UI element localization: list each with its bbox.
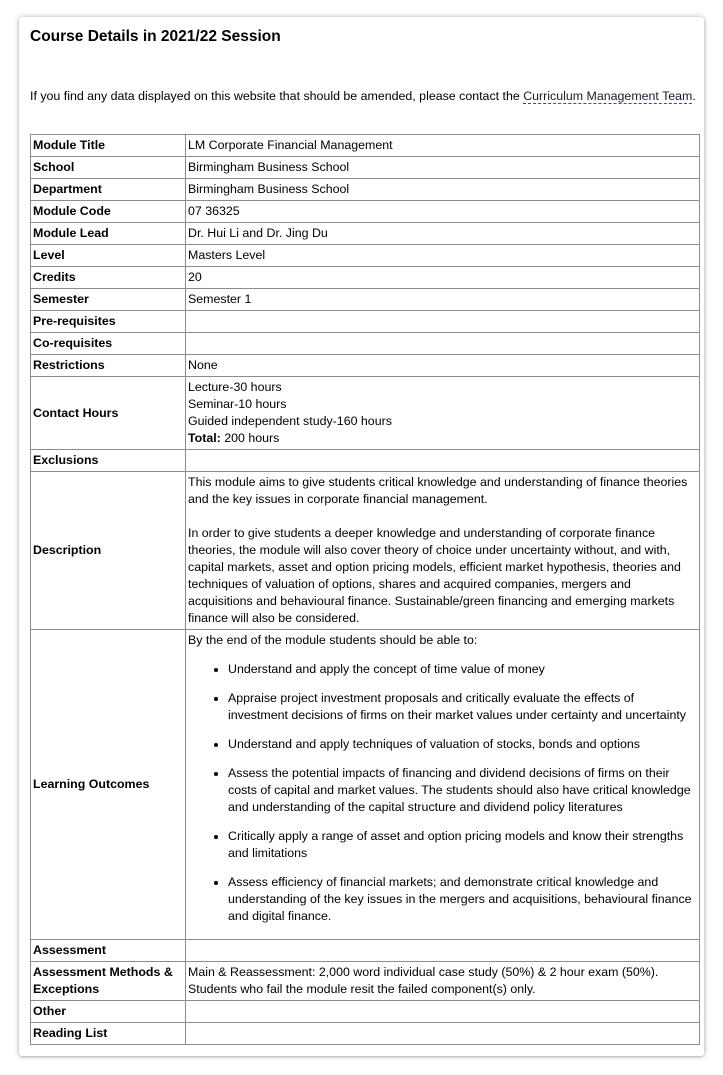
value-learning-outcomes [186, 630, 700, 940]
value-assessment-methods: Main & Reassessment: 2,000 word individual case study (50%) & 2 hour exam (50%). Students who fail the module resit the failed component(s) only. [186, 962, 700, 1001]
value-module-title: LM Corporate Financial Management [186, 135, 700, 157]
label-contact-hours: Contact Hours [31, 377, 186, 450]
value-corequisites [186, 333, 700, 355]
row-prerequisites [31, 311, 700, 333]
outcome-item: • Understand and apply the concept of time value of money [228, 661, 697, 678]
row-department [31, 179, 700, 201]
label-module-code: Module Code [31, 201, 186, 223]
row-corequisites [31, 333, 700, 355]
label-learning-outcomes: Learning Outcomes [31, 630, 186, 940]
label-assessment: Assessment [31, 940, 186, 962]
label-prerequisites: Pre-requisites [31, 311, 186, 333]
outcome-item: • Assess the potential impacts of financing and dividend decisions of firms on their costs of capital and market values. The students should also have critical knowledge and understanding of the capital structure and dividend policy literatures [228, 765, 697, 816]
label-semester: Semester [31, 289, 186, 311]
row-restrictions [31, 355, 700, 377]
label-department: Department [31, 179, 186, 201]
value-assessment [186, 940, 700, 962]
outcome-item: • Critically apply a range of asset and option pricing models and know their strengths and limitations [228, 828, 697, 862]
value-contact-hours [186, 377, 700, 450]
outcomes-intro: By the end of the module students should be able to: [188, 633, 478, 647]
value-credits: 20 [186, 267, 700, 289]
outcome-item: • Assess efficiency of financial markets; and demonstrate critical knowledge and understanding of the key issues in the mergers and acquisitions, behavioural finance and digital finance. [228, 874, 697, 925]
notice-text: If you find any data displayed on this website that should be amended, please contact the [30, 89, 524, 103]
row-credits [31, 267, 700, 289]
outcomes-list [188, 661, 697, 925]
label-restrictions: Restrictions [31, 355, 186, 377]
row-contact-hours [31, 377, 700, 450]
value-school: Birmingham Business School [186, 157, 700, 179]
contact-seminar: Seminar-10 hours [188, 397, 287, 411]
value-exclusions [186, 450, 700, 472]
row-module-lead [31, 223, 700, 245]
outcome-item: • Appraise project investment proposals and critically evaluate the effects of investment decisions of firms on their market values under certainty and uncertainty [228, 690, 697, 724]
label-description: Description [31, 472, 186, 630]
value-department: Birmingham Business School [186, 179, 700, 201]
contact-lecture: Lecture-30 hours [188, 380, 282, 394]
course-details-card [19, 17, 704, 1056]
label-credits: Credits [31, 267, 186, 289]
value-module-lead: Dr. Hui Li and Dr. Jing Du [186, 223, 700, 245]
outcome-item: • Understand and apply techniques of valuation of stocks, bonds and options [228, 736, 697, 753]
amendment-notice [30, 88, 700, 105]
row-module-title [31, 135, 700, 157]
label-reading-list: Reading List [31, 1023, 186, 1045]
label-module-title: Module Title [31, 135, 186, 157]
row-module-code [31, 201, 700, 223]
label-module-lead: Module Lead [31, 223, 186, 245]
row-description [31, 472, 700, 630]
row-assessment-methods [31, 962, 700, 1001]
label-assessment-methods: Assessment Methods & Exceptions [31, 962, 186, 1001]
value-prerequisites [186, 311, 700, 333]
value-module-code: 07 36325 [186, 201, 700, 223]
value-reading-list [186, 1023, 700, 1045]
contact-total-label: Total: [188, 431, 221, 445]
row-other [31, 1001, 700, 1023]
page-title: Course Details in 2021/22 Session [30, 28, 281, 45]
row-assessment [31, 940, 700, 962]
label-other: Other [31, 1001, 186, 1023]
course-details-table [30, 134, 700, 1045]
value-description [186, 472, 700, 630]
row-school [31, 157, 700, 179]
value-semester: Semester 1 [186, 289, 700, 311]
row-learning-outcomes [31, 630, 700, 940]
row-reading-list [31, 1023, 700, 1045]
label-corequisites: Co-requisites [31, 333, 186, 355]
label-school: School [31, 157, 186, 179]
description-paragraph-2: In order to give students a deeper knowledge and understanding of corporate finance theories, the module will also cover theory of choice under uncertainty without, and with, capital markets, asset and option pricing models, efficient market hypothesis, theories and techniques of valuation of options, shares and acquired companies, mergers and acquisitions and behavioural finance. Sustainable/green financing and emerging markets finance will also be considered. [188, 526, 681, 625]
value-level: Masters Level [186, 245, 700, 267]
description-paragraph-1: This module aims to give students critical knowledge and understanding of finance theories and the key issues in corporate financial management. [188, 475, 688, 506]
row-level [31, 245, 700, 267]
contact-guided-study: Guided independent study-160 hours [188, 414, 392, 428]
value-other [186, 1001, 700, 1023]
notice-end: . [692, 89, 696, 103]
row-semester [31, 289, 700, 311]
contact-total [188, 430, 697, 447]
curriculum-team-link[interactable]: Curriculum Management Team [523, 89, 693, 103]
contact-total-value: 200 hours [220, 431, 280, 445]
row-exclusions [31, 450, 700, 472]
label-exclusions: Exclusions [31, 450, 186, 472]
value-restrictions: None [186, 355, 700, 377]
label-level: Level [31, 245, 186, 267]
